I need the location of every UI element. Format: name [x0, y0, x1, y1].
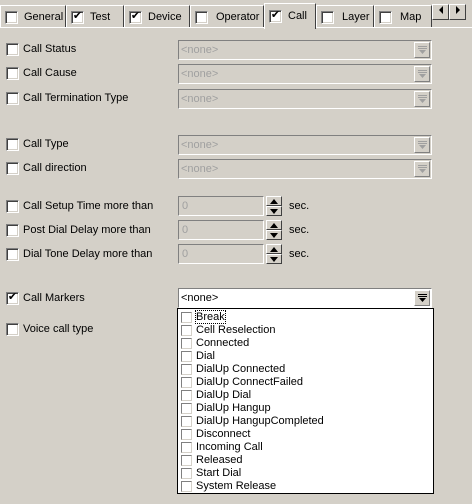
tab-general-label: General [24, 11, 64, 23]
list-item-label: Released [196, 454, 243, 466]
call-status-value: <none> [181, 44, 219, 56]
dial-tone-delay-up-button[interactable] [266, 244, 282, 254]
post-dial-delay-value: 0 [182, 224, 189, 236]
tab-map[interactable] [374, 5, 432, 27]
dropdown-icon [418, 165, 427, 174]
post-dial-delay-spinner [266, 220, 282, 240]
tab-device-checkbox[interactable]: ✔ [130, 9, 141, 22]
dial-tone-delay-checkbox[interactable] [6, 248, 19, 261]
dropdown-icon [418, 294, 427, 303]
call-markers-dropdown-button[interactable] [414, 290, 430, 306]
list-item-label: Connected [196, 337, 250, 349]
tab-call[interactable] [264, 3, 316, 29]
call-direction-checkbox[interactable] [6, 162, 19, 175]
list-item-checkbox[interactable] [181, 468, 192, 479]
list-item-label: Cell Reselection [196, 324, 276, 336]
call-setup-time-unit: sec. [289, 200, 310, 212]
list-item-checkbox[interactable] [181, 312, 192, 323]
list-item-label: Dial [196, 350, 215, 362]
call-type-dropdown-button[interactable] [414, 137, 430, 153]
post-dial-delay-unit: sec. [289, 224, 310, 236]
call-status-checkbox[interactable] [6, 43, 19, 56]
list-item[interactable] [179, 481, 432, 494]
tab-call-label: Call [288, 10, 307, 22]
call-termination-type-dropdown-button[interactable] [414, 91, 430, 107]
call-setup-time-checkbox[interactable] [6, 200, 19, 213]
list-item-label: Start Dial [196, 467, 242, 479]
call-cause-checkbox[interactable] [6, 67, 19, 80]
tab-general-checkbox[interactable] [5, 11, 18, 24]
call-direction-label: Call direction [23, 162, 87, 174]
call-type-combo[interactable] [178, 135, 432, 155]
list-item-checkbox[interactable] [181, 390, 192, 401]
tab-layer-checkbox[interactable] [321, 11, 334, 24]
post-dial-delay-checkbox[interactable] [6, 224, 19, 237]
call-status-combo[interactable] [178, 40, 432, 60]
call-setup-time-value: 0 [182, 200, 189, 212]
call-termination-type-label: Call Termination Type [23, 92, 129, 104]
arrow-down-icon [270, 209, 278, 214]
call-type-value: <none> [181, 139, 219, 151]
list-item-label: System Release [196, 480, 277, 492]
tab-map-label: Map [400, 11, 422, 23]
tab-device[interactable] [124, 5, 190, 27]
tab-operator-label: Operator [216, 11, 260, 23]
tab-call-checkbox[interactable]: ✔ [270, 8, 281, 21]
tab-layer[interactable] [316, 5, 374, 27]
tab-scroll-right-button[interactable] [449, 4, 466, 20]
call-direction-value: <none> [181, 163, 219, 175]
voice-call-type-label: Voice call type [23, 323, 94, 335]
call-termination-type-checkbox[interactable] [6, 92, 19, 105]
list-item-checkbox[interactable] [181, 416, 192, 427]
call-cause-value: <none> [181, 68, 219, 80]
post-dial-delay-label: Post Dial Delay more than [23, 224, 151, 236]
list-item-checkbox[interactable] [181, 325, 192, 336]
list-item-label: Break [196, 311, 225, 323]
call-markers-label: Call Markers [23, 292, 85, 304]
call-direction-dropdown-button[interactable] [414, 161, 430, 177]
list-item-checkbox[interactable] [181, 377, 192, 388]
call-cause-label: Call Cause [23, 67, 77, 79]
dropdown-icon [418, 70, 427, 79]
list-item[interactable] [179, 338, 432, 351]
arrow-down-icon [270, 257, 278, 262]
dial-tone-delay-label: Dial Tone Delay more than [23, 248, 153, 260]
call-cause-combo[interactable] [178, 64, 432, 84]
list-item-label: DialUp ConnectFailed [196, 376, 303, 388]
arrow-right-icon [454, 6, 462, 14]
tab-general[interactable] [0, 5, 66, 27]
call-type-checkbox[interactable] [6, 138, 19, 151]
list-item-checkbox[interactable] [181, 481, 192, 492]
call-markers-value: <none> [181, 292, 219, 304]
dial-tone-delay-unit: sec. [289, 248, 310, 260]
call-setup-time-spinner [266, 196, 282, 216]
list-item-label: DialUp Hangup [196, 402, 271, 414]
tab-test-label: Test [90, 11, 111, 23]
call-markers-combo[interactable] [178, 288, 432, 308]
call-type-label: Call Type [23, 138, 69, 150]
list-item-checkbox[interactable] [181, 364, 192, 375]
dial-tone-delay-down-button[interactable] [266, 254, 282, 264]
call-status-dropdown-button[interactable] [414, 42, 430, 58]
dial-tone-delay-spinner [266, 244, 282, 264]
tab-test[interactable] [66, 5, 124, 27]
call-termination-type-value: <none> [181, 93, 219, 105]
call-setup-time-down-button[interactable] [266, 206, 282, 216]
list-item-checkbox[interactable] [181, 442, 192, 453]
list-item-label: DialUp Connected [196, 363, 286, 375]
list-item-checkbox[interactable] [181, 403, 192, 414]
voice-call-type-checkbox[interactable] [6, 323, 19, 336]
call-setup-time-up-button[interactable] [266, 196, 282, 206]
call-direction-combo[interactable] [178, 159, 432, 179]
post-dial-delay-up-button[interactable] [266, 220, 282, 230]
post-dial-delay-input[interactable] [178, 220, 264, 240]
post-dial-delay-down-button[interactable] [266, 230, 282, 240]
list-item-checkbox[interactable] [181, 338, 192, 349]
tab-operator[interactable] [190, 5, 264, 27]
tab-device-label: Device [148, 11, 182, 23]
call-status-label: Call Status [23, 43, 77, 55]
tab-scroll-left-button[interactable] [432, 4, 449, 20]
list-item-checkbox[interactable] [181, 351, 192, 362]
call-setup-time-label: Call Setup Time more than [23, 200, 154, 212]
tab-test-checkbox[interactable]: ✔ [72, 9, 83, 22]
dropdown-icon [418, 95, 427, 104]
call-cause-dropdown-button[interactable] [414, 66, 430, 82]
arrow-up-icon [270, 199, 278, 204]
list-item-checkbox[interactable] [181, 429, 192, 440]
arrow-left-icon [437, 6, 445, 14]
tab-layer-label: Layer [342, 11, 370, 23]
tab-strip [0, 0, 472, 28]
call-setup-time-input[interactable] [178, 196, 264, 216]
dropdown-icon [418, 46, 427, 55]
list-item-label: Incoming Call [196, 441, 263, 453]
tab-operator-checkbox[interactable] [195, 11, 208, 24]
arrow-up-icon [270, 247, 278, 252]
tab-map-checkbox[interactable] [379, 11, 392, 24]
list-item-label: Disconnect [196, 428, 251, 440]
dial-tone-delay-input[interactable] [178, 244, 264, 264]
arrow-down-icon [270, 233, 278, 238]
dial-tone-delay-value: 0 [182, 248, 189, 260]
call-termination-type-combo[interactable] [178, 89, 432, 109]
list-item-label: DialUp HangupCompleted [196, 415, 324, 427]
dropdown-icon [418, 141, 427, 150]
list-item-label: DialUp Dial [196, 389, 252, 401]
call-markers-dropdown-list [177, 308, 434, 494]
call-markers-checkbox[interactable]: ✔ [7, 290, 18, 303]
list-item-checkbox[interactable] [181, 455, 192, 466]
arrow-up-icon [270, 223, 278, 228]
